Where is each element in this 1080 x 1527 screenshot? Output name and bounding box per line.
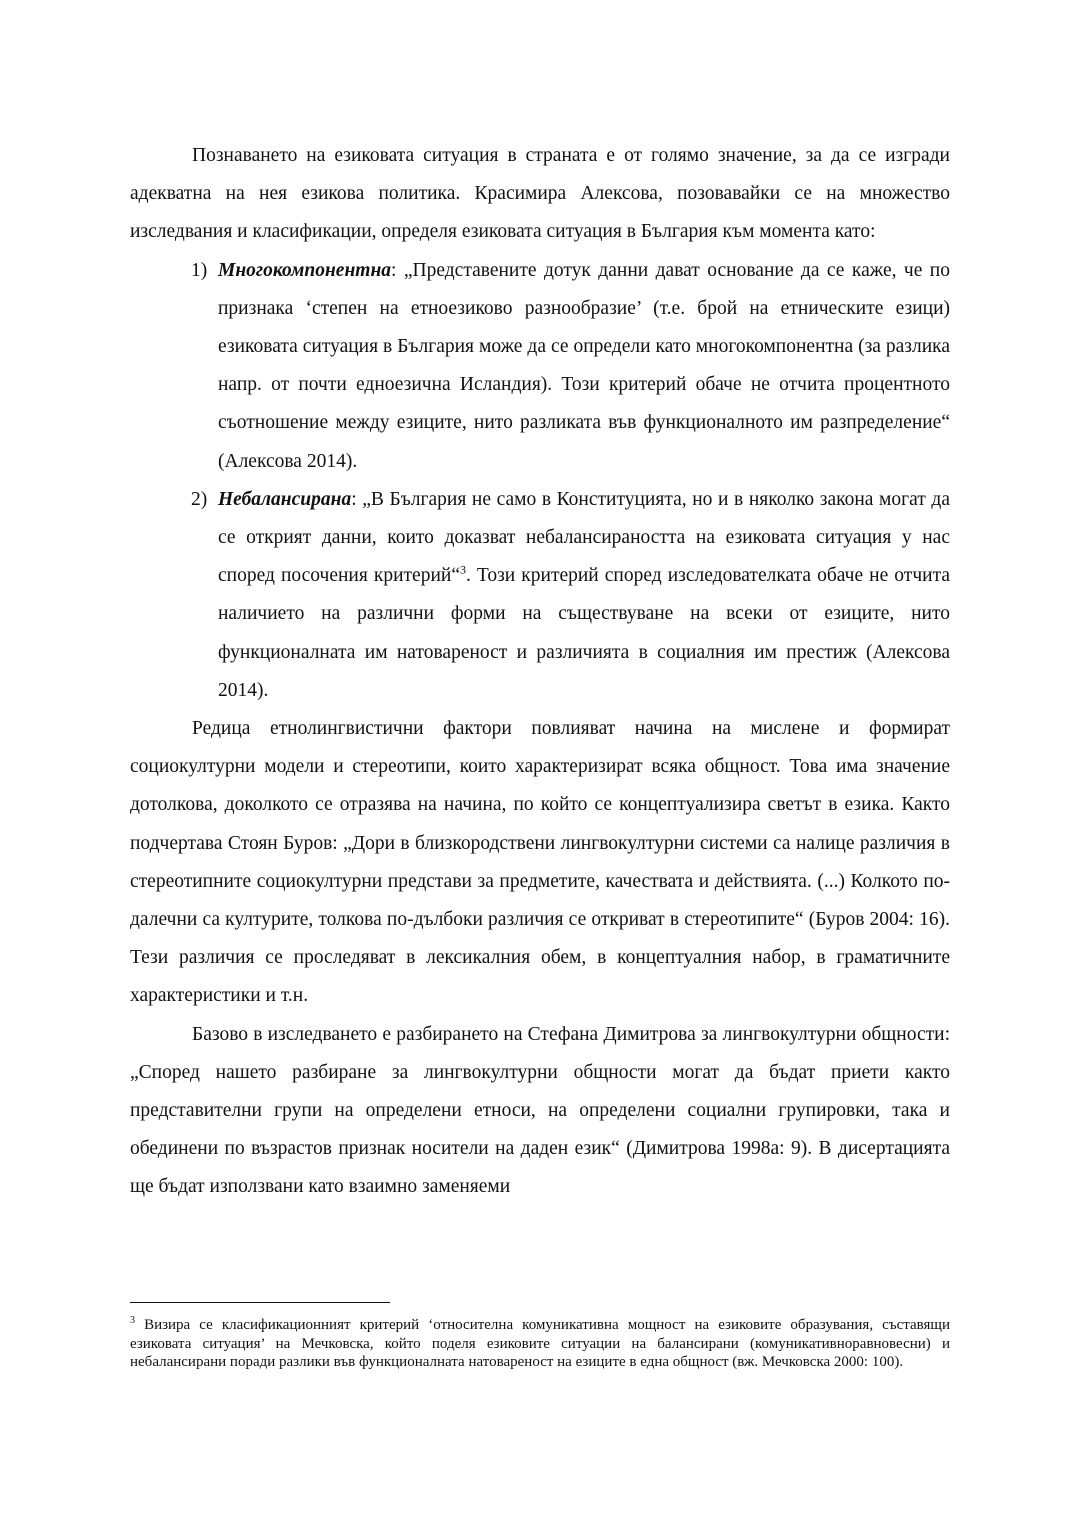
list-term: Многокомпонентна — [218, 259, 392, 281]
list-number: 2) — [191, 488, 208, 510]
paragraph-ethnolinguistic-factors — [130, 710, 950, 1016]
list-text: . Този критерий според изследователката обаче не отчита наличието на различни форми на съществуване на всеки от езиците, нито функционалната им натовареност и различията в социалния им престиж (Алексова 2014). — [218, 565, 950, 701]
list-text: : „Представените дотук данни дават основание да се каже, че по признака ‘степен на етноезиково разнообразие’ (т.е. брой на етническите езици) езиковата ситуация в България може да се определи като многокомпонентна (за разлика напр. от почти едноезична Исландия). Този критерий обаче не отчита процентното съотношение между езиците, нито разликата във функционалното им разпределение“ (Алексова 2014). — [218, 259, 950, 472]
paragraph-text: Редица етнолингвистични фактори повлияват начина на мислене и формират социокултурни модели и стереотипи, които характеризират всяка общност. Това има значение дотолкова, доколкото се отразява на начина, по който се концептуализира светът в езика. Както подчертава Стоян Буров: „Дори в близкородствени лингвокултурни системи са налице различия в стереотипните социокултурни представи за предметите, качествата и действията. (...) Колкото по-далечни са културите, толкова по-дълбоки различия се откриват в стереотипите“ (Буров 2004: 16). Тези различия се проследяват в лексикалния обем, в концептуалния набор, в граматичните характеристики и т.н. — [130, 718, 950, 1007]
paragraph-language-situation — [130, 137, 950, 252]
paragraph-linguocultural-communities — [130, 1016, 950, 1207]
list-number: 1) — [191, 259, 208, 281]
paragraph-text: Познаването на езиковата ситуация в страната е от голямо значение, за да се изгради адекватна на нея езикова политика. Красимира Алексова, позовавайки се на множество изследвания и класификации, определя езиковата ситуация в България към момента като: — [130, 145, 950, 243]
paragraph-text: Базово в изследването е разбирането на Стефана Димитрова за лингвокултурни общности: „Според нашето разбиране за лингвокултурни общности могат да бъдат приети както представителни групи на определени етноси, на определени социални групировки, така и обединени по възрастов признак носители на даден език“ (Димитрова 1998а: 9). В дисертацията ще бъдат използвани като взаимно заменяеми — [130, 1023, 950, 1198]
footnote — [130, 1316, 950, 1372]
classification-list — [130, 252, 950, 710]
footnote-number: 3 — [130, 1315, 135, 1326]
footnote-separator — [130, 1302, 390, 1303]
list-item-unbalanced — [191, 481, 950, 710]
list-item-multicomponent — [191, 252, 950, 481]
footnote-reference[interactable]: 3 — [459, 562, 466, 577]
footnote-text: Визира се класификационният критерий ‘относителна комуникативна мощност на езиковите образувания, съставящи езиковата ситуация’ на Мечковска, който поделя езиковите ситуации на балансирани (комуникативноравновесни) и небалансирани поради разлики във функционалната натовареност на езиците в една общност (вж. Мечковска 2000: 100). — [130, 1317, 950, 1371]
body-text — [130, 137, 950, 1207]
list-term: Небалансирана — [218, 488, 352, 510]
list-text: : „В България не само в Конституцията, но и в няколко закона могат да се открият данни, които доказват небалансираността на езиковата ситуация у нас според посочения критерий“ — [218, 488, 950, 587]
